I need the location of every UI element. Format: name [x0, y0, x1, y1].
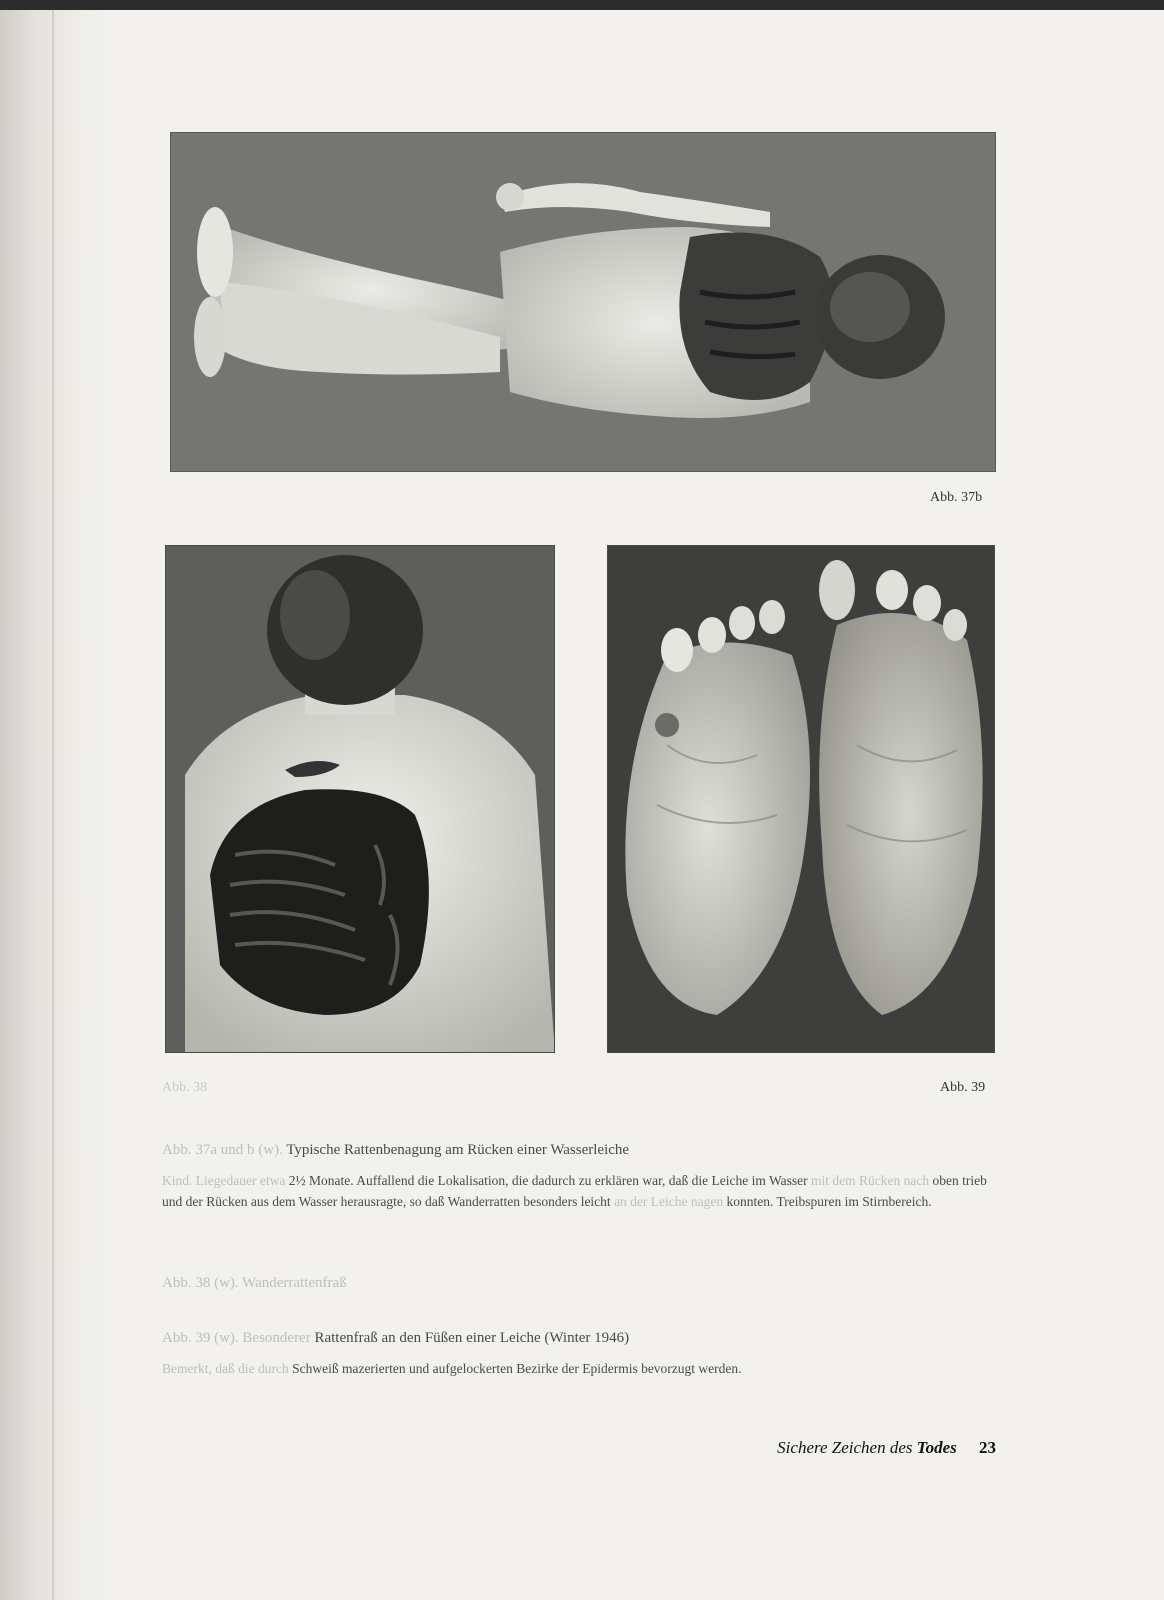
page-top-edge	[0, 0, 1164, 10]
figure-39-label: Abb. 39	[940, 1080, 986, 1095]
caption-37-ref: Abb. 37a und b (w).	[162, 1142, 283, 1158]
gutter-line	[52, 10, 54, 1600]
caption-39-ref: Abb. 39 (w).	[162, 1330, 239, 1346]
page-number: 23	[979, 1438, 996, 1457]
figure-37b-photo	[170, 132, 996, 472]
caption-38-title: Wanderrattenfraß	[242, 1275, 347, 1291]
caption-37-title-text: Typische Rattenbenagung am Rücken einer Wasserleiche	[286, 1142, 630, 1158]
running-footer	[777, 1438, 996, 1458]
caption-37-body3-faded: an der Leiche nagen	[614, 1194, 724, 1209]
caption-39-body-faded: Bemerkt, daß die durch	[162, 1361, 289, 1376]
caption-38	[162, 1273, 996, 1294]
figure-37b-label: Abb. 37b	[930, 490, 983, 505]
binding-shadow	[0, 10, 120, 1600]
caption-37-body	[162, 1170, 996, 1212]
caption-39-body	[162, 1358, 996, 1379]
caption-38-ref: Abb. 38 (w).	[162, 1275, 239, 1291]
caption-37-body-text: 2½ Monate. Auffallend die Lokalisation, die dadurch zu erklären war, daß die Leiche im Wasser	[288, 1173, 808, 1188]
caption-37-body2-text: oben trieb und der Rücken aus dem Wasser herausragte, so daß Wanderratten besonders leicht	[162, 1173, 987, 1209]
figure-38-label: Abb. 38	[162, 1080, 208, 1095]
caption-39-title	[162, 1328, 996, 1349]
figure-39-photo	[607, 545, 995, 1053]
caption-39-title-faded: Besonderer	[242, 1330, 311, 1346]
caption-37-body3-text: konnten. Treibspuren im Stirnbereich.	[726, 1194, 932, 1209]
caption-37-body2-faded: mit dem Rücken nach	[811, 1173, 930, 1188]
footer-title-bold: Todes	[916, 1438, 957, 1457]
caption-37-body-faded: Kind. Liegedauer etwa	[162, 1173, 286, 1188]
footer-title: Sichere Zeichen des	[777, 1438, 913, 1457]
caption-39-title-text: Rattenfraß an den Füßen einer Leiche (Winter 1946)	[314, 1330, 630, 1346]
figure-38-photo	[165, 545, 555, 1053]
caption-39-body-text: Schweiß mazerierten und aufgelockerten Bezirke der Epidermis bevorzugt werden.	[292, 1361, 742, 1376]
caption-37-title	[162, 1140, 996, 1161]
